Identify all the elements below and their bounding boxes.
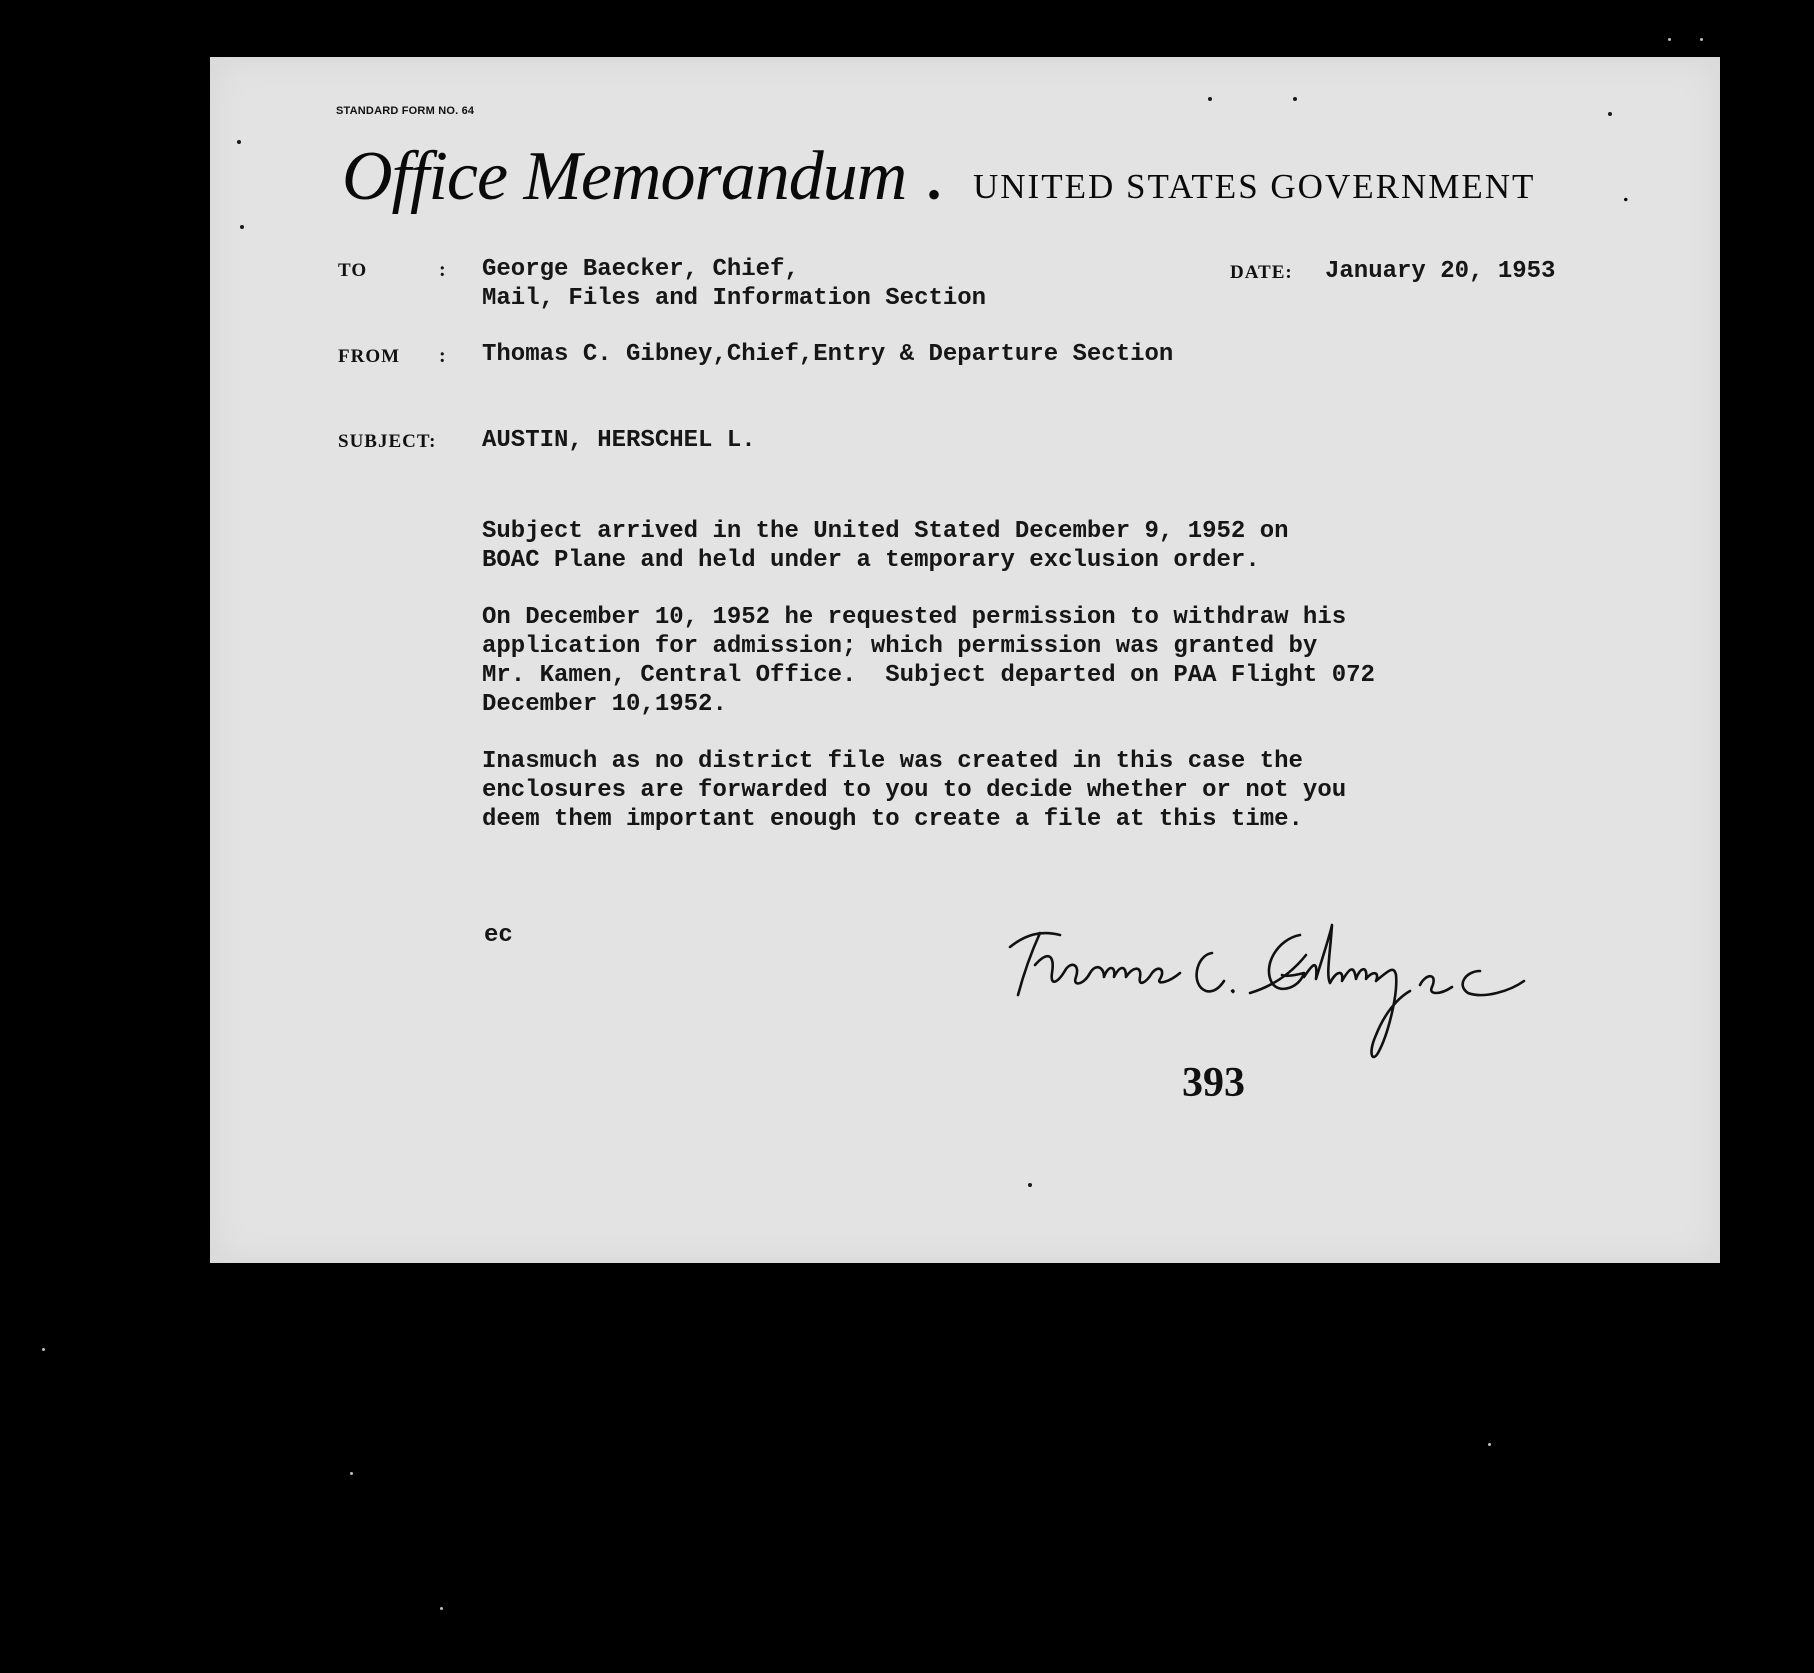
form-number: STANDARD FORM NO. 64 [336, 105, 475, 117]
body-line: application for admission; which permission was granted by [482, 633, 1318, 660]
from-label: FROM [338, 346, 401, 367]
body-paragraph-3 [482, 747, 1346, 834]
title-separator: • [927, 172, 942, 217]
from-sender: Thomas C. Gibney,Chief,Entry & Departure Section [482, 341, 1174, 368]
date-value: January 20, 1953 [1325, 258, 1556, 285]
scan-speck [1700, 38, 1703, 41]
body-line: Inasmuch as no district file was created in this case the [482, 748, 1303, 775]
body-line: Subject arrived in the United Stated December 9, 1952 on [482, 518, 1289, 545]
handwritten-signature [1000, 895, 1530, 1085]
paper-speck [237, 140, 241, 144]
scan-speck [350, 1472, 353, 1475]
paper-speck [240, 225, 244, 229]
to-recipient-line1: George Baecker, Chief, [482, 256, 799, 283]
body-paragraph-2 [482, 603, 1375, 719]
body-line: On December 10, 1952 he requested permission to withdraw his [482, 604, 1347, 631]
paper-speck [1293, 97, 1297, 101]
from-colon: : [439, 345, 446, 367]
body-line: December 10,1952. [482, 691, 727, 718]
scan-speck [42, 1348, 45, 1351]
typist-initials: ec [484, 922, 513, 949]
heading-dot: . [1622, 175, 1630, 208]
scan-speck [1488, 1443, 1491, 1446]
to-recipient-line2: Mail, Files and Information Section [482, 285, 987, 312]
page-number: 393 [1182, 1060, 1245, 1106]
body-paragraph-1 [482, 517, 1289, 575]
to-label: TO [338, 260, 368, 281]
paper-speck [1028, 1183, 1032, 1187]
body-line: BOAC Plane and held under a temporary exclusion order. [482, 547, 1260, 574]
body-line: Mr. Kamen, Central Office. Subject departed on PAA Flight 072 [482, 662, 1375, 689]
scan-speck [1668, 38, 1671, 41]
government-heading: UNITED STATES GOVERNMENT [973, 167, 1536, 206]
paper-speck [1608, 112, 1612, 116]
date-label: DATE: [1230, 262, 1293, 283]
to-colon: : [439, 259, 446, 281]
paper-speck [1208, 97, 1212, 101]
body-line: enclosures are forwarded to you to decide whether or not you [482, 777, 1347, 804]
subject-value: AUSTIN, HERSCHEL L. [482, 427, 756, 454]
memo-paper [210, 57, 1720, 1263]
scan-speck [440, 1607, 443, 1610]
body-line: deem them important enough to create a file at this time. [482, 806, 1303, 833]
subject-label: SUBJECT: [338, 431, 437, 452]
memo-title: Office Memorandum [342, 138, 907, 215]
